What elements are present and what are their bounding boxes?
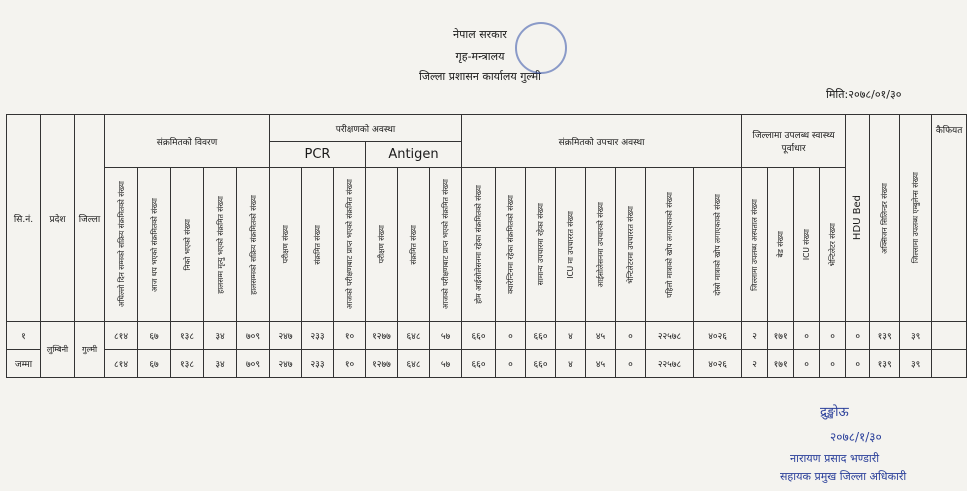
table-cell: ० [846,350,870,378]
district-cell: गुल्मी [75,322,105,378]
table-cell: ८१४ [105,322,138,350]
group-treatment: संक्रमितको उपचार अवस्था [462,115,742,168]
remarks-cell [932,350,967,378]
table-cell: ० [820,350,846,378]
table-cell: ० [616,350,646,378]
col-ventilator-count: भेन्टिलेटर संख्या [820,168,846,322]
col-ambulance: जिल्लामा उपलब्ध एम्बुलेन्स संख्या [900,115,932,322]
table-cell: २४७ [270,322,302,350]
table-cell: ४ [556,350,586,378]
table-cell: ० [496,350,526,378]
group-health-infra: जिल्लामा उपलब्ध स्वास्थ्य पूर्वाधार [742,115,846,168]
table-cell: १३९ [870,350,900,378]
col-recovered: निको भएको संख्या [171,168,204,322]
col-active: हालसम्मको सक्रिय संक्रमितको संख्या [237,168,270,322]
table-cell: ० [846,322,870,350]
table-cell: ४५ [586,322,616,350]
col-new-infected: आज थप भएको संक्रमितको संख्या [138,168,171,322]
col-deaths: हालसम्म मृत्यु भएको संक्रमित संख्या [204,168,237,322]
col-first-dose: पहिलो मात्राको खोप लगाएकाको संख्या [646,168,694,322]
col-pcr-infected: संक्रमित संख्या [302,168,334,322]
table-cell: ६६० [462,322,496,350]
col-hospitals: जिल्लामा उपलब्ध अस्पताल संख्या [742,168,768,322]
table-cell: ५७ [430,350,462,378]
table-cell: ३४ [204,322,237,350]
table-cell: ६६० [462,350,496,378]
col-pcr-today: आजको परीक्षणबाट प्राप्त भएको संक्रमित संख्या [334,168,366,322]
office-seal [515,22,567,74]
row-sn-total: जम्मा [7,350,41,378]
table-cell: ६७ [138,350,171,378]
table-cell: १३८ [171,322,204,350]
table-cell: १७१ [768,322,794,350]
covid-status-table [6,114,967,378]
col-ventilator-treatment: भेन्टिलेटरमा उपचाररत संख्या [616,168,646,322]
col-district: जिल्ला [75,115,105,322]
col-general-treatment: सामान्य उपचारमा रहेका संख्या [526,168,556,322]
signatory-title: सहायक प्रमुख जिल्ला अधिकारी [780,470,907,483]
col-icu-count: ICU संख्या [794,168,820,322]
table-cell: ६४८ [398,322,430,350]
col-sn: सि.नं. [7,115,41,322]
table-cell: ७०९ [237,322,270,350]
col-ag-tests: परीक्षण संख्या [366,168,398,322]
table-cell: २ [742,350,768,378]
table-cell: ३९ [900,350,932,378]
table-cell: ४०२६ [694,322,742,350]
col-home-isolation: होम आईसोलेसनमा रहेका संक्रमितको संख्या [462,168,496,322]
table-cell: ७०९ [237,350,270,378]
sub-antigen: Antigen [366,142,462,168]
row-sn: १ [7,322,41,350]
signature-date: २०७८/१/३० [830,430,882,444]
table-cell: ० [794,350,820,378]
signature-scribble: द्रुङ्खोऊ [820,405,849,420]
col-remarks: कैफियत [932,115,967,322]
table-cell: ० [496,322,526,350]
table-cell: २ [742,322,768,350]
col-ag-infected: संक्रमित संख्या [398,168,430,322]
col-prev-active: अघिल्लो दिन सम्मको सक्रिय संक्रमितको संख्या [105,168,138,322]
table-row-total [7,350,967,378]
table-cell: ४५ [586,350,616,378]
group-infected: संक्रमितको विवरण [105,115,270,168]
table-cell: २३३ [302,350,334,378]
col-pcr-tests: परीक्षण संख्या [270,168,302,322]
col-isolation-treatment: आईसोलेसनमा उपचारको संख्या [586,168,616,322]
table-cell: ६४८ [398,350,430,378]
document-date: मिति:२०७८/०१/३० [826,88,902,101]
table-cell: २४७ [270,350,302,378]
col-ag-today: आजको परीक्षणबाट प्राप्त भएको संक्रमित संख्या [430,168,462,322]
table-cell: ३९ [900,322,932,350]
table-cell: १२७७ [366,350,398,378]
table-cell: १७१ [768,350,794,378]
table-cell: २३३ [302,322,334,350]
table-cell: ४०२६ [694,350,742,378]
header-line-2: गृह-मन्त्रालय [455,50,505,63]
table-cell: १० [334,350,366,378]
header-line-3: जिल्ला प्रशासन कार्यालय गुल्मी [418,70,542,83]
table-cell: २२५७८ [646,350,694,378]
col-beds: बेड संख्या [768,168,794,322]
group-tests: परीक्षणको अवस्था [270,115,462,142]
table-cell: ६६० [526,350,556,378]
col-quarantine: क्वारेन्टिनमा रहेका संक्रमितको संख्या [496,168,526,322]
table-cell: ० [616,322,646,350]
table-cell: ० [794,322,820,350]
sub-pcr: PCR [270,142,366,168]
table-cell: १३८ [171,350,204,378]
signatory-name: नारायण प्रसाद भण्डारी [790,452,880,465]
table-cell: २२५७८ [646,322,694,350]
col-second-dose: दोस्रो मात्राको खोप लगाएकाको संख्या [694,168,742,322]
table-cell: ० [820,322,846,350]
table-cell: ३४ [204,350,237,378]
remarks-cell [932,322,967,350]
table-cell: १३९ [870,322,900,350]
table-cell: ६७ [138,322,171,350]
table-cell: ८१४ [105,350,138,378]
col-hdu: HDU Bed [846,115,870,322]
table-cell: ६६० [526,322,556,350]
table-cell: १० [334,322,366,350]
table-cell: १२७७ [366,322,398,350]
table-row [7,322,967,350]
col-icu-treatment: ICU मा उपचाररत संख्या [556,168,586,322]
col-province: प्रदेश [41,115,75,322]
province-cell: लुम्बिनी [41,322,75,378]
table-cell: ५७ [430,322,462,350]
table-cell: ४ [556,322,586,350]
col-oxygen: अक्सिजन सिलिन्डर संख्या [870,115,900,322]
header-line-1: नेपाल सरकार [453,28,507,41]
